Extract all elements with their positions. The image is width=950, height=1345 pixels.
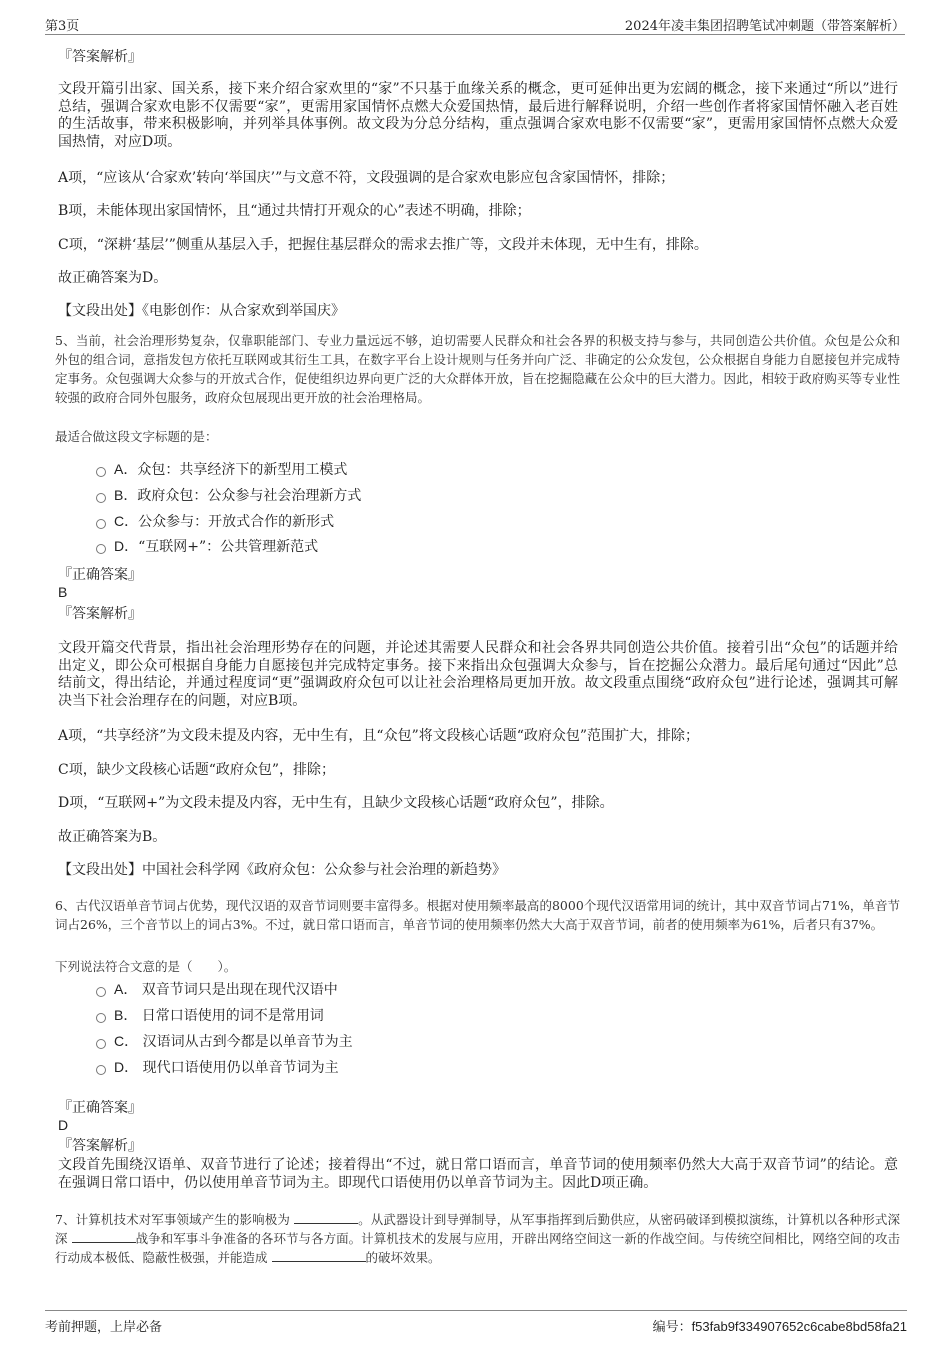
q4-source: 【文段出处】《电影创作：从合家欢到举国庆》 [58, 303, 345, 319]
q5-source: 【文段出处】中国社会科学网《政府众包：公众参与社会治理的新趋势》 [58, 862, 506, 878]
radio-icon[interactable] [96, 493, 106, 503]
page-number: 第3页 [45, 19, 80, 34]
q5-option-c-analysis: C项，缺少文段核心话题“政府众包”，排除； [58, 762, 336, 778]
q5-conclusion: 故正确答案为B。 [58, 829, 167, 845]
q4-analysis-tag: 『答案解析』 [58, 49, 142, 65]
q6-question-text: 6、古代汉语单音节词占优势，现代汉语的双音节词则要丰富得多。根据对使用频率最高的8000个现代汉语常用词的统计，其中双音节词占71%，单音节词占26%，三个音节以上的词占3%。不过，就日常口语而言，单音节词的使用频率仍然大大高于双音节词，前者的使用频率为61%，后者只有37%。 [55, 898, 900, 932]
option-letter: B． [114, 487, 138, 503]
q6-answer-tag: 『正确答案』 [58, 1100, 142, 1116]
q5-question-text: 5、当前，社会治理形势复杂，仅靠职能部门、专业力量远远不够，迫切需要人民群众和社会各界的积极支持与参与，共同创造公共价值。众包是公众和外包的组合词，意指发包方依托互联网或其衍生工具，在数字平台上设计规则与任务并向广泛、非确定的公众发包，公众根据自身能力自愿接包并完成特定事务。众包强调大众参与的开放式合作，促使组织边界向更广泛的大众群体开放，旨在挖掘隐藏在公众中的巨大潜力。因此，相较于政府购买等专业性较强的政府合同外包服务，政府众包展现出更开放的社会治理格局。 [55, 333, 900, 405]
radio-icon[interactable] [96, 544, 106, 554]
option-text: 现代口语使用仍以单音节词为主 [142, 1060, 339, 1076]
radio-icon[interactable] [96, 467, 106, 477]
q6-option-b[interactable] [96, 1006, 324, 1025]
q6-analysis-tag: 『答案解析』 [58, 1138, 142, 1154]
q5-analysis-tag: 『答案解析』 [58, 606, 142, 622]
option-text: 众包：共享经济下的新型用工模式 [137, 462, 348, 478]
document-title: 2024年凌丰集团招聘笔试冲刺题（带答案解析） [624, 19, 905, 34]
option-letter: B． [114, 1007, 138, 1023]
fill-blank-1[interactable] [294, 1211, 358, 1224]
q4-option-b-analysis: B项，未能体现出家国情怀，且“通过共情打开观众的心”表述不明确，排除； [58, 203, 531, 219]
radio-icon[interactable] [96, 1065, 106, 1075]
option-text: 政府众包：公众参与社会治理新方式 [137, 488, 362, 504]
q5-prompt: 最适合做这段文字标题的是： [55, 429, 218, 444]
q4-option-a-analysis: A项，“应该从‘合家欢’转向‘举国庆’”与文意不符，文段强调的是合家欢电影应包含家国情怀，排除； [58, 170, 675, 186]
radio-icon[interactable] [96, 1013, 106, 1023]
footer-slogan: 考前押题，上岸必备 [45, 1320, 163, 1335]
q5-option-c[interactable] [96, 512, 334, 531]
option-text: “互联网+”：公共管理新范式 [138, 539, 319, 555]
q5-option-d[interactable] [96, 537, 318, 556]
option-text: 公众参与：开放式合作的新形式 [138, 514, 335, 530]
q7-text-part2: 。从武器设计到导弹制导，从军事指挥到后勤供应，从密码破译到模拟演练，计算机以各种形式深深 [55, 1212, 900, 1246]
q5-answer-tag: 『正确答案』 [58, 567, 142, 583]
option-letter: D． [114, 538, 139, 554]
q5-option-b[interactable] [96, 486, 361, 505]
radio-icon[interactable] [96, 1039, 106, 1049]
q5-option-a-analysis: A项，“共享经济”为文段未提及内容，无中生有，且“众包”将文段核心话题“政府众包”范围扩大，排除； [58, 728, 700, 744]
q6-analysis-text: 文段首先围绕汉语单、双音节进行了论述；接着得出“不过，就日常口语而言，单音节词的使用频率仍然大大高于双音节词”的结论。意在强调日常口语中，仍以使用单音节词为主。即现代口语使用仍以单音节词为主。因此D项正确。 [58, 1157, 898, 1191]
document-id: 编号：f53fab9f334907652c6cabe8bd58fa21 [652, 1319, 907, 1334]
q7-question-text [55, 1210, 900, 1267]
q4-analysis-text: 文段开篇引出家、国关系，接下来介绍合家欢里的“家”不只基于血缘关系的概念，更可延伸出更为宏阔的概念，接下来通过“所以”进行总结，强调合家欢电影不仅需要“家”，更需用家国情怀点燃大众爱国热情，最后进行解释说明，介绍一些创作者将家国情怀融入老百姓的生活故事，带来积极影响，并列举具体事例。故文段为分总分结构，重点强调合家欢电影不仅需要“家”，更需用家国情怀点燃大众爱国热情，对应D项。 [58, 81, 898, 150]
page-header [45, 14, 905, 35]
option-letter: D． [114, 1059, 139, 1075]
option-letter: C． [114, 1033, 139, 1049]
q5-option-a[interactable] [96, 460, 347, 479]
option-letter: C． [114, 513, 139, 529]
fill-blank-2[interactable] [72, 1230, 136, 1243]
radio-icon[interactable] [96, 519, 106, 529]
radio-icon[interactable] [96, 987, 106, 997]
q6-option-a[interactable] [96, 980, 338, 999]
option-letter: A． [114, 461, 138, 477]
q7-text-part4: 的破坏效果。 [365, 1250, 441, 1265]
q5-answer: B [58, 584, 68, 600]
fill-blank-3[interactable] [272, 1249, 366, 1262]
q7-text-part1: 7、计算机技术对军事领域产生的影响极为 [55, 1212, 290, 1227]
q6-answer: D [58, 1117, 69, 1133]
q7-text-part3: 战争和军事斗争准备的各环节与各方面。计算机技术的发展与应用，开辟出网络空间这一新的作战空间。与传统空间相比，网络空间的攻击行动成本极低、隐蔽性极强，并能造成 [55, 1231, 900, 1265]
q4-conclusion: 故正确答案为D。 [58, 270, 168, 286]
q4-option-c-analysis: C项，“深耕‘基层’”侧重从基层入手，把握住基层群众的需求去推广等，文段并未体现，无中生有，排除。 [58, 237, 708, 253]
option-text: 双音节词只是出现在现代汉语中 [141, 982, 338, 998]
option-text: 日常口语使用的词不是常用词 [141, 1008, 324, 1024]
q6-option-d[interactable] [96, 1058, 339, 1077]
page-footer [45, 1310, 907, 1333]
q6-prompt: 下列说法符合文意的是（ ）。 [55, 959, 237, 974]
q5-option-d-analysis: D项，“互联网+”为文段未提及内容，无中生有，且缺少文段核心话题“政府众包”，排除。 [58, 795, 614, 811]
q6-option-c[interactable] [96, 1032, 353, 1051]
option-text: 汉语词从古到今都是以单音节为主 [142, 1034, 353, 1050]
q5-analysis-text: 文段开篇交代背景，指出社会治理形势存在的问题，并论述其需要人民群众和社会各界共同创造公共价值。接着引出“众包”的话题并给出定义，即公众可根据自身能力自愿接包并完成特定事务。接下来指出众包强调大众参与，旨在挖掘公众潜力。最后尾句通过“因此”总结前文，得出结论，并通过程度词“更”强调政府众包可以让社会治理格局更加开放。故文段重点围绕“政府众包”进行论述，强调其可解决当下社会治理存在的问题，对应B项。 [58, 640, 898, 709]
option-letter: A． [114, 981, 138, 997]
